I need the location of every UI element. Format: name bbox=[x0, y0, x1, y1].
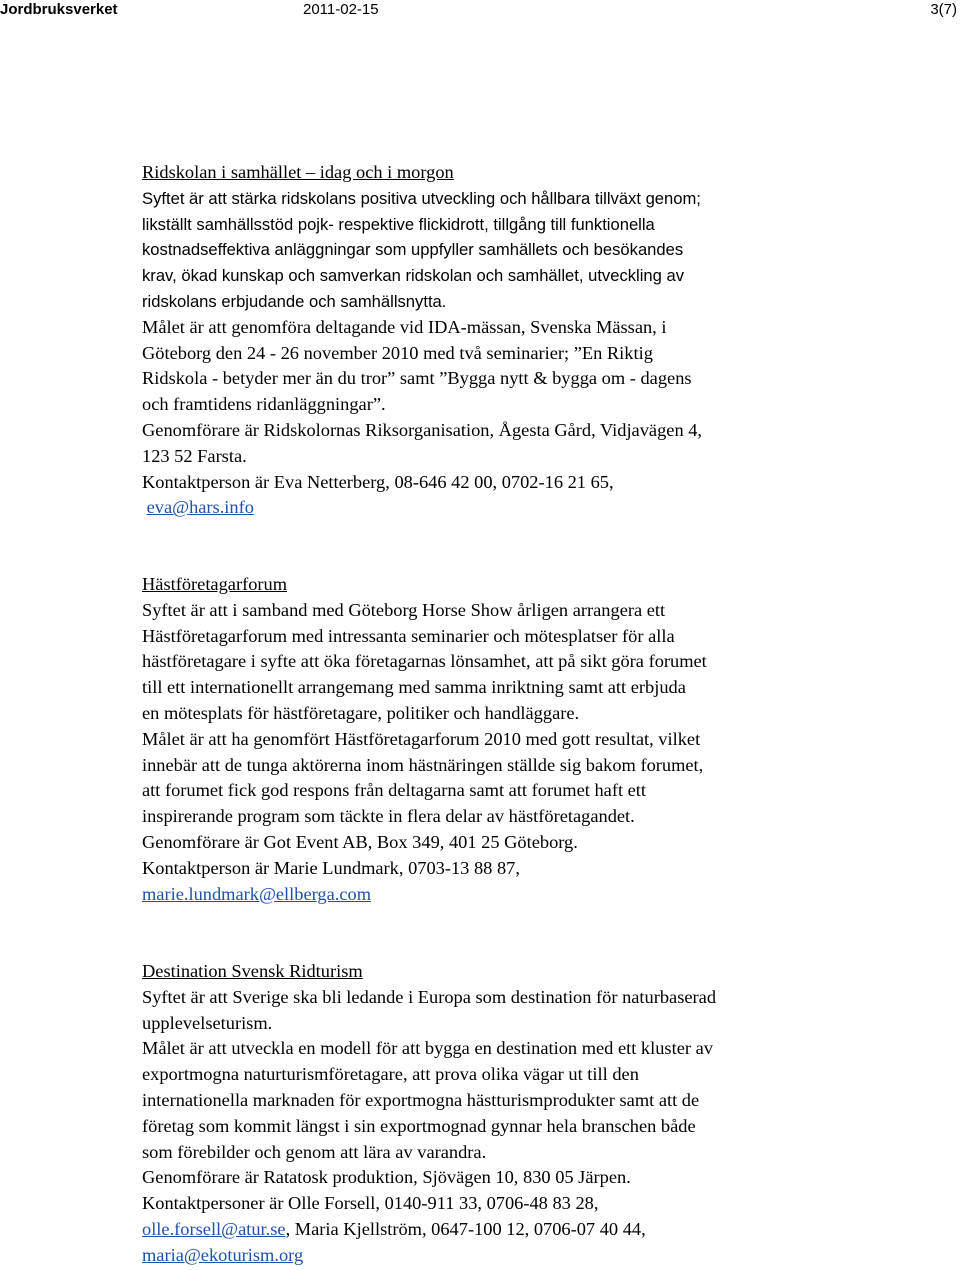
body-line: innebär att de tunga aktörerna inom hästnäringen ställde sig bakom forumet, bbox=[142, 754, 704, 775]
body-line: Syftet är att Sverige ska bli ledande i Europa som destination för naturbaserad bbox=[142, 986, 717, 1007]
email-link[interactable]: olle.forsell@atur.se bbox=[142, 1218, 286, 1239]
body-line: Målet är att genomföra deltagande vid IDA-mässan, Svenska Mässan, i bbox=[142, 316, 667, 337]
section-destination-svensk-ridturism bbox=[142, 959, 952, 1269]
page-number: 3(7) bbox=[930, 1, 957, 18]
body-line: kostnadseffektiva anläggningar som uppfyller samhällets och besökandes bbox=[142, 240, 684, 260]
body-line: Kontaktpersoner är Olle Forsell, 0140-911 33, 0706-48 83 28, bbox=[142, 1193, 599, 1214]
section-title: Hästföretagarforum bbox=[142, 574, 288, 594]
body-line: Syftet är att stärka ridskolans positiva utveckling och hållbara tillväxt genom; bbox=[142, 188, 701, 208]
body-line: Målet är att utveckla en modell för att bygga en destination med ett kluster av bbox=[142, 1038, 713, 1059]
body-line: att forumet fick god respons från deltagarna samt att forumet haft ett bbox=[142, 780, 647, 801]
body-line: Syftet är att i samband med Göteborg Horse Show årligen arrangera ett bbox=[142, 599, 666, 620]
email-link[interactable]: maria@ekoturism.org bbox=[142, 1244, 304, 1265]
email-link[interactable]: marie.lundmark@ellberga.com bbox=[142, 883, 372, 904]
body-line: exportmogna naturturismföretagare, att prova olika vägar ut till den bbox=[142, 1064, 639, 1085]
page-header bbox=[0, 0, 960, 22]
document-date: 2011-02-15 bbox=[303, 1, 379, 18]
section-title: Destination Svensk Ridturism bbox=[142, 961, 363, 981]
section-ridskolan bbox=[142, 160, 952, 521]
body-line: krav, ökad kunskap och samverkan ridskolan och samhället, utveckling av bbox=[142, 266, 685, 286]
contact-details: , Maria Kjellström, 0647-100 12, 0706-07 40 44, bbox=[285, 1218, 646, 1239]
body-line: 123 52 Farsta. bbox=[142, 445, 247, 466]
section-title: Ridskolan i samhället – idag och i morgon bbox=[142, 162, 454, 182]
body-line: inspirerande program som täckte in flera delar av hästföretagandet. bbox=[142, 806, 635, 827]
organization-name: Jordbruksverket bbox=[0, 1, 118, 18]
body-line: Genomförare är Ratatosk produktion, Sjövägen 10, 830 05 Järpen. bbox=[142, 1167, 631, 1188]
section-hastforetagarforum bbox=[142, 572, 952, 907]
body-line: upplevelseturism. bbox=[142, 1012, 273, 1033]
body-line: Hästföretagarforum med intressanta seminarier och mötesplatser för alla bbox=[142, 625, 675, 646]
body-line: ridskolans erbjudande och samhällsnytta. bbox=[142, 291, 447, 311]
body-line: hästföretagare i syfte att öka företagarnas lönsamhet, att på sikt göra forumet bbox=[142, 651, 707, 672]
body-line: Genomförare är Ridskolornas Riksorganisation, Ågesta Gård, Vidjavägen 4, bbox=[142, 419, 703, 440]
body-line: likställt samhällsstöd pojk- respektive flickidrott, tillgång till funktionella bbox=[142, 214, 655, 234]
email-link[interactable]: eva@hars.info bbox=[146, 497, 254, 518]
body-line: internationella marknaden för exportmogna hästturismprodukter samt att de bbox=[142, 1089, 700, 1110]
body-line: Ridskola - betyder mer än du tror” samt ”Bygga nytt & bygga om - dagens bbox=[142, 368, 692, 389]
body-line: företag som kommit längst i sin exportmognad gynnar hela branschen både bbox=[142, 1115, 696, 1136]
body-line: som förebilder och genom att lära av varandra. bbox=[142, 1141, 487, 1162]
body-line: en mötesplats för hästföretagare, politiker och handläggare. bbox=[142, 702, 580, 723]
body-line: och framtidens ridanläggningar”. bbox=[142, 394, 386, 415]
body-line: Kontaktperson är Eva Netterberg, 08-646 42 00, 0702-16 21 65, bbox=[142, 471, 614, 492]
body-line: Kontaktperson är Marie Lundmark, 0703-13 88 87, bbox=[142, 857, 520, 878]
body-line: Målet är att ha genomfört Hästföretagarforum 2010 med gott resultat, vilket bbox=[142, 728, 701, 749]
body-line: till ett internationellt arrangemang med samma inriktning samt att erbjuda bbox=[142, 677, 686, 698]
body-line: Göteborg den 24 - 26 november 2010 med två seminarier; ”En Riktig bbox=[142, 342, 653, 363]
body-line: Genomförare är Got Event AB, Box 349, 401 25 Göteborg. bbox=[142, 831, 578, 852]
